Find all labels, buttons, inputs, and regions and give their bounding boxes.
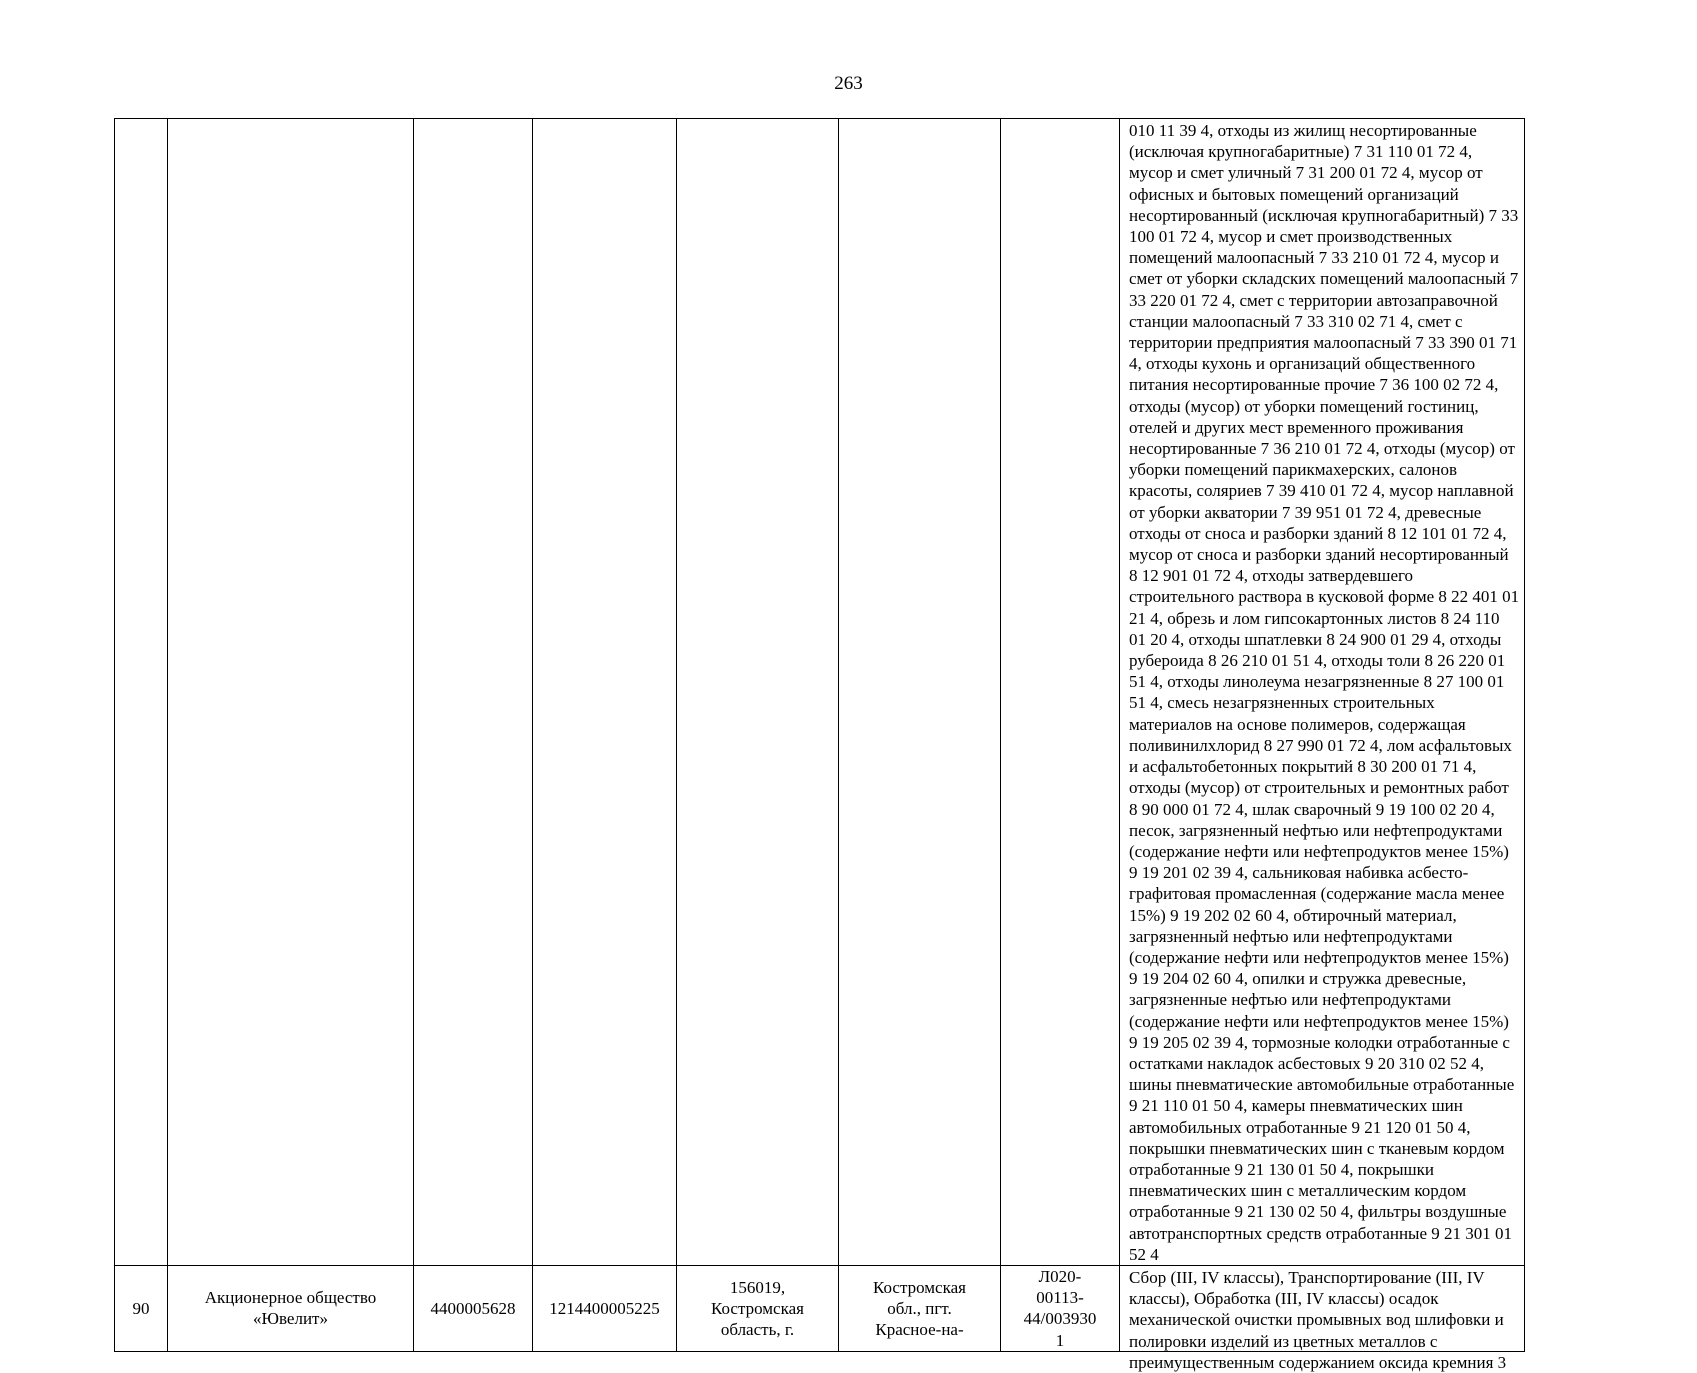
cell-license [1001,1265,1120,1351]
cell-ogrn [533,119,677,1266]
license-number: Л020-00113-44/0039301 [1023,1267,1097,1350]
cell-inn: 4400005628 [414,1265,533,1351]
cell-name [168,1265,414,1351]
postal-address: 156019, Костромская область, г. [711,1277,804,1340]
activity-address: Костромская обл., пгт. Красное-на- [873,1277,966,1340]
org-name: Акционерное общество «Ювелит» [204,1288,377,1329]
cell-number [115,119,168,1266]
cell-license [1001,119,1120,1266]
cell-postal-address [677,119,839,1266]
cell-postal-address [677,1265,839,1351]
register-table [114,118,1525,1372]
table-row [115,1265,1525,1351]
wastes-text: 010 11 39 4, отходы из жилищ несортированные (исключая крупногабаритные) 7 31 110 01 72 4, мусор и смет уличный 7 31 200 01 72 4, мусор от офисных и бытовых помещений организаций несортированный (исключая крупногабаритный) 7 33 100 01 72 4, мусор и смет производственных помещений малоопасный 7 33 210 01 72 4, мусор и смет от уборки складских помещений малоопасный 7 33 220 01 72 4, смет с территории автозаправочной станции малоопасный 7 33 310 02 71 4, смет с территории предприятия малоопасный 7 33 390 01 71 4, отходы кухонь и организаций общественного питания несортированные прочие 7 36 100 02 72 4, отходы (мусор) от уборки помещений гостиниц, отелей и других мест временного проживания несортированные 7 36 210 01 72 4, отходы (мусор) от уборки помещений парикмахерских, салонов красоты, соляриев 7 39 410 01 72 4, мусор наплавной от уборки акватории 7 39 951 01 72 4, древесные отходы от сноса и разборки зданий 8 12 101 01 72 4, мусор от сноса и разборки зданий несортированный 8 12 901 01 72 4, отходы затвердевшего строительного раствора в кусковой форме 8 22 401 01 21 4, обрезь и лом гипсокартонных листов 8 24 110 01 20 4, отходы шпатлевки 8 24 900 01 29 4, отходы рубероида 8 26 210 01 51 4, отходы толи 8 26 220 01 51 4, отходы линолеума незагрязненные 8 27 100 01 51 4, смесь незагрязненных строительных материалов на основе полимеров, содержащая поливинилхлорид 8 27 990 01 72 4, лом асфальтовых и асфальтобетонных покрытий 8 30 200 01 71 4, отходы (мусор) от строительных и ремонтных работ 8 90 000 01 72 4, шлак сварочный 9 19 100 02 20 4, песок, загрязненный нефтью или нефтепродуктами (содержание нефти или нефтепродуктов менее 15%) 9 19 201 02 39 4, сальниковая набивка асбесто-графитовая промасленная (содержание масла менее 15%) 9 19 202 02 60 4, обтирочный материал, загрязненный нефтью или нефтепродуктами (содержание нефти или нефтепродуктов менее 15%) 9 19 204 02 60 4, опилки и стружка древесные, загрязненные нефтью или нефтепродуктами (содержание нефти или нефтепродуктов менее 15%) 9 19 205 02 39 4, тормозные колодки отработанные с остатками накладок асбестовых 9 20 310 02 52 4, шины пневматические автомобильные отработанные 9 21 110 01 50 4, камеры пневматических шин автомобильных отработанные 9 21 120 01 50 4, покрышки пневматических шин с тканевым кордом отработанные 9 21 130 01 50 4, покрышки пневматических шин с металлическим кордом отработанные 9 21 130 02 50 4, фильтры воздушные автотранспортных средств отработанные 9 21 301 01 52 4 [1129,121,1520,1264]
wastes-text: Сбор (III, IV классы), Транспортирование (III, IV классы), Обработка (III, IV классы) осадок механической очистки промывных вод шлифовки и полировки изделий из цветных металлов с преимущественным содержанием оксида кремния 3 [1129,1267,1507,1372]
table-row-continuation [115,119,1525,1266]
cell-wastes [1120,1265,1525,1372]
cell-number: 90 [115,1265,168,1351]
cell-ogrn [533,1265,677,1351]
cell-inn [414,119,533,1266]
cell-activity-address [839,1265,1001,1351]
cell-wastes [1120,119,1525,1266]
cell-name [168,119,414,1266]
page-number: 263 [834,73,863,94]
cell-activity-address [839,119,1001,1266]
ogrn-value: 1214400005225 [549,1298,660,1318]
